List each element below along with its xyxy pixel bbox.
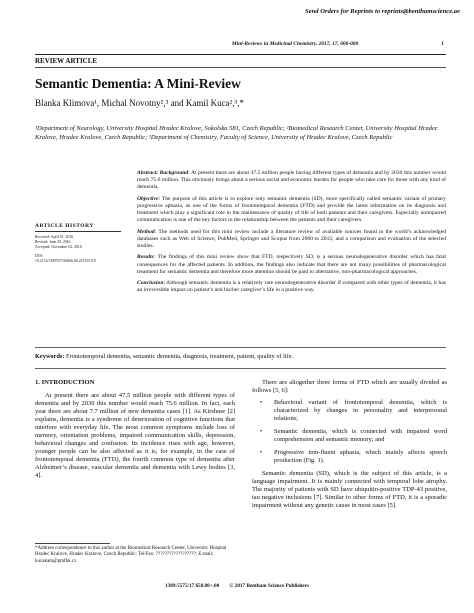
list-item [252, 449, 447, 465]
abstract-method-text: : The methods used for this mini review include a literature review of available sources found in the world’s acknowledged databases such as Web of Science, PubMed, Springer and Scopus from 2000 to 2015; and a comparison and evaluation of the selected studies. [137, 228, 446, 249]
abstract-results-label: Results [137, 254, 154, 261]
page-number: 1 [441, 41, 444, 47]
revised-date: Revised: June 29, 2016 [35, 240, 71, 244]
keywords [35, 353, 447, 361]
keywords-label: Keywords: [35, 353, 65, 360]
abstract-background-text: : At present there are about 47.5 million people having different types of dementia and by 2030 this number would reach 75.6 million. This obviously brings about a serious social and economic burden for people who take care for those with any kind of dementia. [137, 170, 446, 191]
abstract-background-label: Abstract: Background [137, 170, 189, 176]
list-item [252, 399, 447, 423]
keywords-top-rule [35, 347, 446, 348]
abstract-method-label: Method [137, 228, 155, 235]
article-history [35, 223, 121, 264]
left-column [35, 379, 235, 480]
abstract-objective-text: : The purpose of this article is to explore only semantic dementia (SD), more specifically called semantic variant of primary progressive aphasia, as one of the forms of frontotemporal dementia (FTD) and provide the latest information on its diagnosis and treatment which play a significant role in the maintenance of quality of life of both patients and their caregivers. Especially unimpaired communication is one of the key factors in the relationship between the patients and their caregivers. [137, 195, 446, 224]
abstract-conclusion-text: : Although semantic dementia is a relatively rare neurodegenerative disorder if compared with other types of dementia, it has an irreversible impact on patient’s and his/her caregiver’s life in a positive way. [137, 280, 446, 294]
accepted-date: Accepted: November 02, 2016 [35, 245, 82, 249]
author-list: Blanka Klimova¹, Michal Novotny²,³ and Kamil Kuca²,³,* [35, 98, 244, 108]
introduction-heading: 1. INTRODUCTION [35, 379, 95, 386]
send-orders-line: Send Orders for Reprints to reprints@benthamscience.ae [305, 8, 460, 15]
bullet-icon: • [260, 449, 263, 456]
bullet-icon: • [260, 399, 263, 406]
doi-link[interactable]: 10.2174/1389557516666161223155118 [35, 259, 96, 263]
list-item-text: Progressive non-fluent aphasia, which mainly affects speech production (Fig. 1). [274, 449, 447, 464]
abstract-objective [137, 196, 446, 224]
keywords-text: Frontotemporal dementia, semantic dementia, diagnosis, treatment, patient, quality of life. [64, 353, 294, 360]
abstract-conclusion-label: Conclusion [137, 280, 164, 287]
article-history-dates [35, 235, 121, 264]
abstract-objective-label: Objective [137, 195, 159, 202]
doi-label: DOI: [35, 254, 43, 258]
keywords-bottom-rule [35, 368, 446, 369]
footnote-rule [35, 543, 110, 544]
abstract-results [137, 254, 446, 275]
introduction-paragraph-1: At present there are about 47.5 million people with different types of dementia and by 2030 this number would reach 75.6 million. In fact, each year there are about 7.7 million of new dementia cases [1]. As Kirshner [2] explains, dementia is a syndrome of deterioration of cognitive functions that interfere with everyday life. The most common symptoms include loss of memory, orientation problems, impaired communication skills, depression, behavioral changes and confusion. Its incidence rises with age, however, younger people can be also affected as it is, for example, in the case of frontotemporal dementia (FTD), the fourth common type of dementia after Alzheimer’s disease, vascular dementia and dementia with Lewy bodies [3, 4]. [35, 392, 235, 479]
introduction-paragraph-2: Semantic dementia (SD), which is the subject of this article, is a language impairment. It is mainly connected with temporal lobe atrophy. The majority of patients with SD have ubiquitin-positive TDP-43 positive, tau negative inclusions [7]. Similar to other forms of FTD, it is a sporadic impairment without any genetic cause in most cases [5]. [252, 470, 447, 509]
list-item [252, 428, 447, 444]
journal-citation: Mini-Reviews in Medicinal Chemistry, 2017, 17, 000-000 [231, 41, 359, 47]
paper-title: Semantic Dementia: A Mini-Review [35, 76, 241, 91]
abstract-method [137, 229, 446, 250]
abstract [137, 170, 446, 299]
article-type-rule [35, 67, 446, 68]
list-item-text: Semantic dementia, which is connected with impaired word comprehension and semantic memory; and [274, 428, 447, 443]
ftd-forms-list [252, 399, 447, 465]
article-type: REVIEW ARTICLE [35, 57, 98, 65]
received-date: Received: April 01, 2016 [35, 235, 74, 239]
bullet-icon: • [260, 428, 263, 435]
page-footer: 1389-5575/17 $58.00+.00 © 2017 Bentham Science Publishers [165, 583, 309, 589]
ftd-forms-intro: There are altogether three forms of FTD which are usually divided as follows [5, 6]: [252, 379, 447, 394]
right-column [252, 379, 447, 510]
list-item-text: Behavioral variant of frontotemporal dementia, which is characterized by changes in personality and interpersonal relations; [274, 399, 447, 422]
abstract-conclusion [137, 280, 446, 294]
affiliations: ¹Department of Neurology, University Hospital Hradec Kralove, Sokolska 581, Czech Republic; ²Biomedical Research Center, University Hospital Hradec Kralove, Hradec Kralove, Czech Republic; ³Department of Chemistry, Faculty of Science, University of Hradec Kralove, Czech Republic [35, 125, 438, 141]
correspondence-footnote: *Address correspondence to this author at the Biomedical Research Center, University Hospital Hradec Kralove, Hradec Kralove, Czech Republic; Tel/Fax: ??????????????????; E-mail: kucakam@pmfhk.cz [35, 546, 227, 564]
top-rule [35, 54, 446, 55]
abstract-results-text: : The findings of this mini review show that FTD, respectively SD, is a serious neurodegenerative disorder which has fatal consequences for the affected patients. In addition, the findings also indicate that there are not many possibilities of pharmacological treatment for semantic dementia and therefore more attention should be paid to alternative, non-pharmacological approaches. [137, 254, 446, 275]
article-history-heading: ARTICLE HISTORY [35, 223, 121, 232]
abstract-background [137, 170, 446, 191]
